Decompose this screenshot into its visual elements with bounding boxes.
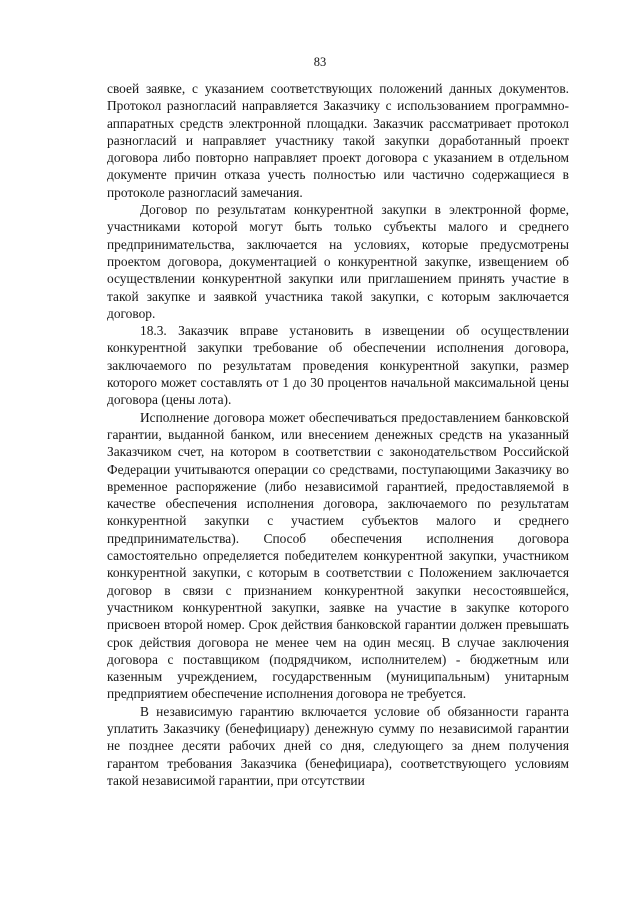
- paragraph: Договор по результатам конкурентной закупки в электронной форме, участниками которой могут быть только субъекты малого и среднего предпринимательства, заключается на условиях, которые предусмотрены проектом договора, документацией о конкурентной закупке, извещением об осуществлении конкурентной закупки или приглашением принять участие в такой закупке и заявкой участника такой закупки, с которым заключается договор.: [107, 202, 569, 321]
- paragraph: В независимую гарантию включается условие об обязанности гаранта уплатить Заказчику (бенефициару) денежную сумму по независимой гарантии не позднее десяти рабочих дней со дня, следующего за днем получения гарантом требования Заказчика (бенефициара), соответствующего условиям такой независимой гарантии, при отсутствии: [107, 703, 569, 788]
- paragraph: Исполнение договора может обеспечиваться предоставлением банковской гарантии, выданной банком, или внесением денежных средств на указанный Заказчиком счет, на котором в соответствии с законодательством Российской Федерации учитываются операции со средствами, поступающими Заказчику во временное распоряжение (либо независимой гарантией, предоставляемой в качестве обеспечения исполнения договора, заключаемого по результатам конкурентной закупки с участием субъектов малого и среднего предпринимательства). Способ обеспечения исполнения договора самостоятельно определяется победителем конкурентной закупки, участником конкурентной закупки, с которым в соответствии с Положением заключается договор в связи с признанием конкурентной закупки несостоявшейся, участником конкурентной закупки, заявке на участие в закупке которого присвоен второй номер. Срок действия банковской гарантии должен превышать срок действия договора не менее чем на один месяц. В случае заключения договора с поставщиком (подрядчиком, исполнителем) - бюджетным или казенным учреждением, государственным (муниципальным) унитарным предприятием обеспечение исполнения договора не требуется.: [107, 409, 569, 702]
- paragraph: своей заявке, с указанием соответствующих положений данных документов. Протокол разногласий направляется Заказчику с использованием программно-аппаратных средств электронной площадки. Заказчик рассматривает протокол разногласий и направляет участнику такой закупки доработанный проект договора либо повторно направляет проект договора с указанием в отдельном документе причин отказа учесть полностью или частично содержащиеся в протоколе разногласий замечания.: [107, 81, 569, 200]
- page-number: 83: [313, 55, 327, 69]
- paragraph: 18.3. Заказчик вправе установить в извещении об осуществлении конкурентной закупки требование об обеспечении исполнения договора, заключаемого по результатам проведения конкурентной закупки, размер которого может составлять от 1 до 30 процентов начальной максимальной цены договора (цены лота).: [107, 323, 569, 408]
- body-text: [107, 80, 569, 789]
